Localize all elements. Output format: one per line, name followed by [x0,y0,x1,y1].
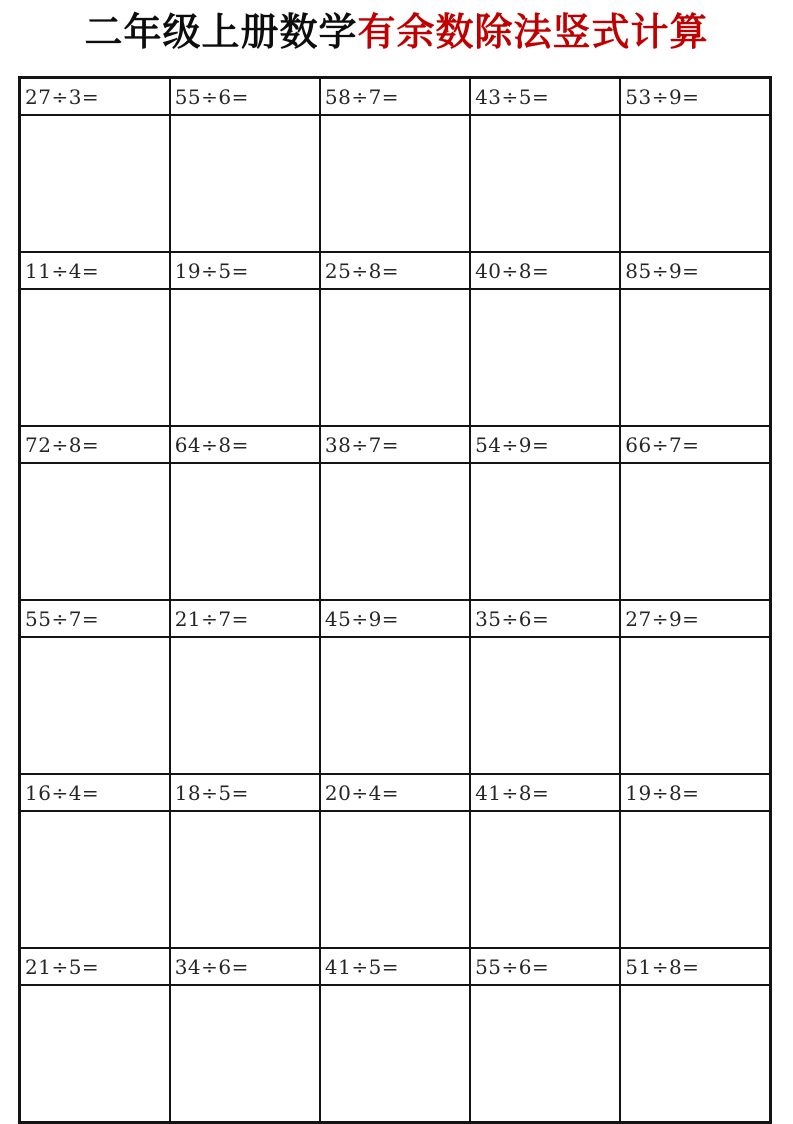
workspace-cell [320,289,470,426]
workspace-cell [320,637,470,774]
problem-cell: 66÷7= [620,426,770,463]
problem-row-1 [20,78,771,116]
problem-row-4 [20,600,771,637]
workspace-cell [470,985,620,1123]
workspace-row-5 [20,811,771,948]
problem-cell: 41÷8= [470,774,620,811]
problem-cell: 53÷9= [620,78,770,116]
workspace-cell [620,637,770,774]
problem-cell: 27÷9= [620,600,770,637]
workspace-cell [470,811,620,948]
workspace-cell [320,115,470,252]
workspace-cell [320,463,470,600]
workspace-cell [620,289,770,426]
workspace-cell [170,985,320,1123]
workspace-cell [620,811,770,948]
problem-cell: 35÷6= [470,600,620,637]
problem-cell: 18÷5= [170,774,320,811]
problem-cell: 25÷8= [320,252,470,289]
problem-cell: 51÷8= [620,948,770,985]
problem-cell: 85÷9= [620,252,770,289]
workspace-cell [170,289,320,426]
problem-cell: 38÷7= [320,426,470,463]
workspace-cell [20,115,170,252]
workspace-cell [320,985,470,1123]
workspace-cell [470,463,620,600]
problem-cell: 58÷7= [320,78,470,116]
workspace-cell [470,115,620,252]
problem-cell: 55÷7= [20,600,170,637]
problem-cell: 54÷9= [470,426,620,463]
workspace-cell [620,463,770,600]
workspace-cell [170,811,320,948]
workspace-row-3 [20,463,771,600]
problem-cell: 40÷8= [470,252,620,289]
problem-cell: 64÷8= [170,426,320,463]
problem-cell: 41÷5= [320,948,470,985]
problem-cell: 55÷6= [470,948,620,985]
problem-cell: 16÷4= [20,774,170,811]
page-title-red: 有余数除法竖式计算 [357,12,709,54]
worksheet-table [18,76,772,1124]
page-title [0,0,793,57]
workspace-cell [470,637,620,774]
workspace-cell [20,637,170,774]
workspace-cell [170,637,320,774]
workspace-row-2 [20,289,771,426]
workspace-cell [620,115,770,252]
problem-row-3 [20,426,771,463]
problem-cell: 21÷7= [170,600,320,637]
problem-row-5 [20,774,771,811]
workspace-cell [620,985,770,1123]
page-title-black: 二年级上册数学 [84,12,358,54]
problem-cell: 72÷8= [20,426,170,463]
workspace-cell [20,811,170,948]
workspace-cell [20,463,170,600]
problem-cell: 21÷5= [20,948,170,985]
problem-cell: 27÷3= [20,78,170,116]
workspace-cell [170,463,320,600]
problem-row-6 [20,948,771,985]
problem-cell: 55÷6= [170,78,320,116]
problem-cell: 45÷9= [320,600,470,637]
workspace-cell [320,811,470,948]
problem-row-2 [20,252,771,289]
problem-cell: 11÷4= [20,252,170,289]
workspace-cell [170,115,320,252]
problem-cell: 20÷4= [320,774,470,811]
workspace-cell [20,289,170,426]
problem-cell: 43÷5= [470,78,620,116]
workspace-row-6 [20,985,771,1123]
problem-cell: 19÷8= [620,774,770,811]
workspace-row-4 [20,637,771,774]
workspace-row-1 [20,115,771,252]
problem-cell: 19÷5= [170,252,320,289]
workspace-cell [470,289,620,426]
workspace-cell [20,985,170,1123]
problem-cell: 34÷6= [170,948,320,985]
